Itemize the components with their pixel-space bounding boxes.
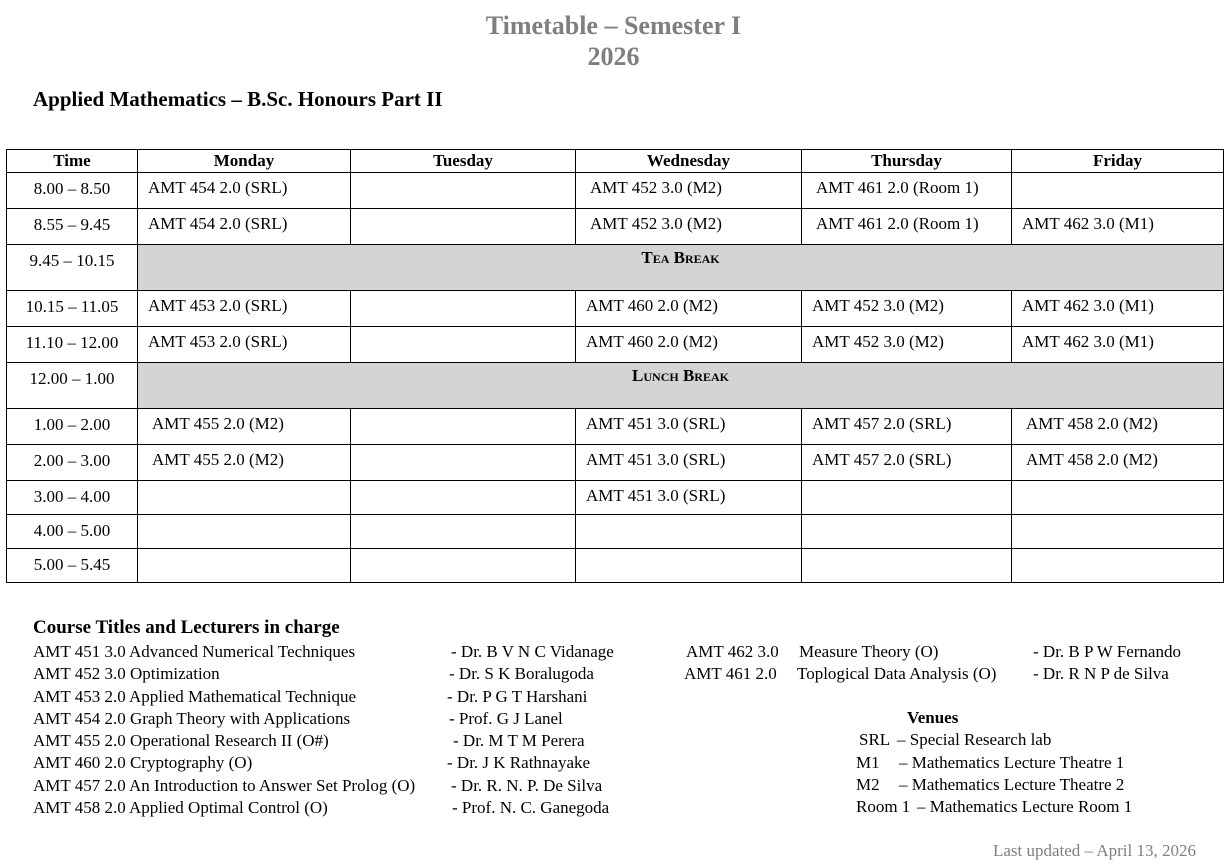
class-cell [351,409,576,445]
class-cell: AMT 451 3.0 (SRL) [576,445,802,481]
course-title: AMT 454 2.0 Graph Theory with Applications [33,708,351,728]
venues-heading-text: Venues [907,708,959,727]
course-title: AMT 455 2.0 Operational Research II (O#) [33,731,329,751]
tea-break: Tea Break [138,245,1224,291]
time-slot: 2.00 – 3.00 [7,445,138,481]
course-title: AMT 453 2.0 Applied Mathematical Technique [33,686,357,706]
time-slot: 5.00 – 5.45 [7,549,138,583]
list-item [686,641,1206,663]
header-time: Time [7,150,138,173]
class-cell: AMT 461 2.0 (Room 1) [802,173,1012,209]
class-cell [351,481,576,515]
course-lecturer: - Prof. G J Lanel [449,708,563,728]
class-cell: AMT 455 2.0 (M2) [138,409,351,445]
header-friday: Friday [1012,150,1224,173]
class-cell [351,549,576,583]
course-code: AMT 462 3.0 [686,642,779,661]
venue-name: – Special Research lab [897,730,1052,750]
venue-code: SRL [859,730,891,750]
last-updated: Last updated – April 13, 2026 [992,841,1196,860]
venue-code: M1 [856,752,880,772]
table-row [7,327,1224,363]
course-lecturer: - Dr. S K Boralugoda [449,664,594,684]
class-cell: AMT 454 2.0 (SRL) [138,209,351,245]
class-cell: AMT 453 2.0 (SRL) [138,291,351,327]
class-cell: AMT 462 3.0 (M1) [1012,327,1224,363]
course-title: AMT 460 2.0 Cryptography (O) [33,753,253,773]
table-row [7,481,1224,515]
class-cell [576,549,802,583]
header-monday: Monday [138,150,351,173]
course-title: Measure Theory (O) [799,642,939,661]
class-cell [802,515,1012,549]
class-cell: AMT 453 2.0 (SRL) [138,327,351,363]
timetable [6,149,1224,583]
course-title: AMT 452 3.0 Optimization [33,664,220,684]
venues [856,707,1186,818]
class-cell: AMT 458 2.0 (M2) [1012,409,1224,445]
course-lecturer: - Dr. R N P de Silva [1033,664,1169,684]
class-cell: AMT 461 2.0 (Room 1) [802,209,1012,245]
course-lecturer: - Dr. B P W Fernando [1033,642,1181,661]
class-cell [351,327,576,363]
class-cell [1012,173,1224,209]
class-cell [802,549,1012,583]
class-cell: AMT 460 2.0 (M2) [576,327,802,363]
class-cell [351,291,576,327]
class-cell: AMT 452 3.0 (M2) [802,291,1012,327]
class-cell [576,515,802,549]
class-cell [138,549,351,583]
class-cell: AMT 451 3.0 (SRL) [576,481,802,515]
courses-heading: Course Titles and Lecturers in charge [33,617,340,638]
list-item [686,663,1206,685]
list-item [856,774,1186,796]
time-slot: 12.00 – 1.00 [7,363,138,409]
table-row [7,409,1224,445]
title-year: 2026 [587,42,640,71]
table-row [7,209,1224,245]
class-cell: AMT 452 3.0 (M2) [576,209,802,245]
class-cell: AMT 462 3.0 (M1) [1012,209,1224,245]
time-slot: 8.55 – 9.45 [7,209,138,245]
class-cell [351,209,576,245]
time-slot: 9.45 – 10.15 [7,245,138,291]
table-row [7,549,1224,583]
course-list-extra [686,641,1206,686]
course-lecturer: - Dr. M T M Perera [453,731,585,751]
class-cell [1012,481,1224,515]
venue-name: – Mathematics Lecture Theatre 1 [899,752,1125,772]
class-cell: AMT 454 2.0 (SRL) [138,173,351,209]
class-cell: AMT 458 2.0 (M2) [1012,445,1224,481]
header-thursday: Thursday [802,150,1012,173]
time-slot: 1.00 – 2.00 [7,409,138,445]
header-tuesday: Tuesday [351,150,576,173]
venue-code: M2 [856,774,880,794]
venues-heading [856,707,1186,729]
time-slot: 10.15 – 11.05 [7,291,138,327]
list-item [856,752,1186,774]
course-title: AMT 458 2.0 Applied Optimal Control (O) [33,798,328,818]
course-lecturer: - Dr. P G T Harshani [447,686,588,706]
table-row [7,515,1224,549]
title-text: Timetable – Semester I [485,11,742,40]
venue-name: – Mathematics Lecture Room 1 [917,797,1133,817]
table-row-break [7,245,1224,291]
course-lecturer: - Dr. B V N C Vidanage [451,642,614,661]
course-title: Toplogical Data Analysis (O) [797,664,997,684]
class-cell: AMT 462 3.0 (M1) [1012,291,1224,327]
class-cell: AMT 452 3.0 (M2) [802,327,1012,363]
list-item [856,729,1186,751]
class-cell [351,445,576,481]
course-title: AMT 451 3.0 Advanced Numerical Techniques [33,642,356,661]
table-row [7,291,1224,327]
program-subtitle: Applied Mathematics – B.Sc. Honours Part II [33,87,443,111]
page-title [0,10,1227,72]
course-lecturer: - Prof. N. C. Ganegoda [452,798,610,818]
time-slot: 8.00 – 8.50 [7,173,138,209]
venue-code: Room 1 [856,797,911,817]
class-cell: AMT 457 2.0 (SRL) [802,409,1012,445]
class-cell [1012,515,1224,549]
course-lecturer: - Dr. J K Rathnayake [447,753,591,773]
table-row-break [7,363,1224,409]
class-cell [1012,549,1224,583]
class-cell [138,481,351,515]
time-slot: 4.00 – 5.00 [7,515,138,549]
header-wednesday: Wednesday [576,150,802,173]
course-lecturer: - Dr. R. N. P. De Silva [451,775,603,795]
class-cell: AMT 455 2.0 (M2) [138,445,351,481]
table-row [7,445,1224,481]
lunch-break: Lunch Break [138,363,1224,409]
class-cell: AMT 452 3.0 (M2) [576,173,802,209]
timetable-header-row [7,150,1224,173]
time-slot: 11.10 – 12.00 [7,327,138,363]
class-cell: AMT 451 3.0 (SRL) [576,409,802,445]
class-cell [351,173,576,209]
class-cell [351,515,576,549]
course-title: AMT 457 2.0 An Introduction to Answer Set Prolog (O) [33,775,416,795]
list-item [856,796,1186,818]
time-slot: 3.00 – 4.00 [7,481,138,515]
class-cell [802,481,1012,515]
class-cell: AMT 460 2.0 (M2) [576,291,802,327]
venue-name: – Mathematics Lecture Theatre 2 [899,774,1125,794]
table-row [7,173,1224,209]
class-cell: AMT 457 2.0 (SRL) [802,445,1012,481]
class-cell [138,515,351,549]
course-code: AMT 461 2.0 [684,664,777,684]
